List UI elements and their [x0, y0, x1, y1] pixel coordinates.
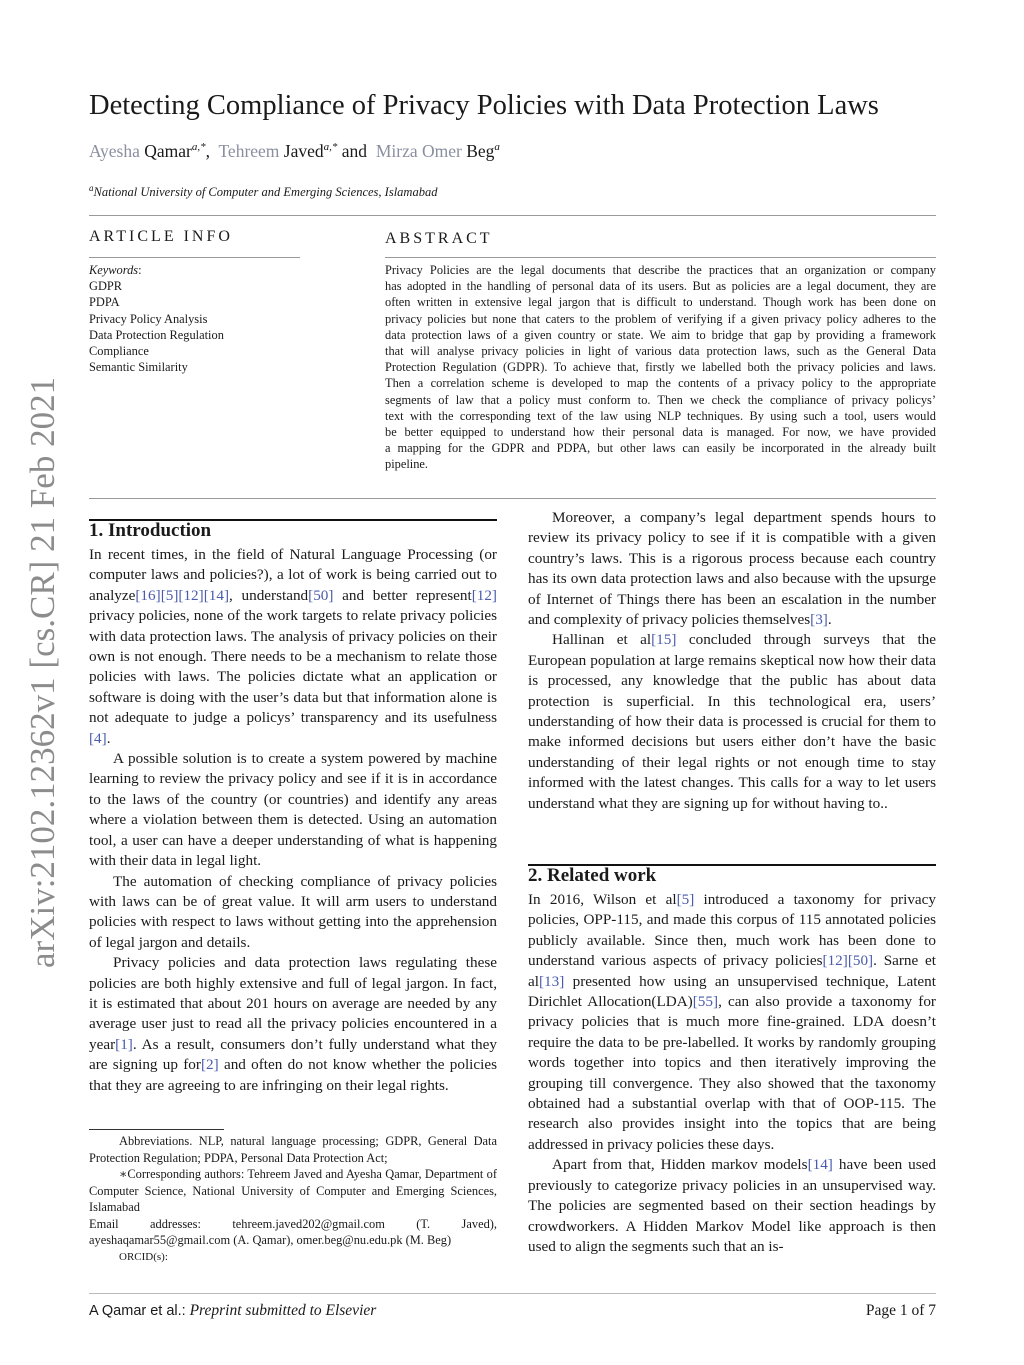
footnote-emails: Email addresses: tehreem.javed202@gmail.com (T. Javed), ayeshaqamar55@gmail.com (A. Qamar), omer.beg@nu.edu.pk (M. Beg) [89, 1216, 497, 1247]
citation-link[interactable]: [16] [135, 586, 161, 604]
article-info-heading: ARTICLE INFO [89, 228, 233, 245]
abstract-line: be better equipped to understand how their personal data is managed. For now, we have provided [385, 425, 936, 440]
introduction-body [89, 545, 497, 1096]
section-2-heading: 2. Related work [528, 865, 657, 886]
footer-venue: Preprint submitted to Elsevier [189, 1302, 377, 1319]
author-separator-2: and [341, 141, 368, 161]
abstract-heading: ABSTRACT [385, 230, 493, 247]
abstract-line: Then a correlation scheme is developed to map the contents of a privacy policy to the appropriate [385, 376, 936, 391]
citation-link[interactable]: [12] [471, 586, 497, 604]
header-divider [89, 215, 936, 216]
footer-rule [89, 1293, 936, 1294]
author-list [89, 141, 500, 162]
author-3-last-name: Beg [466, 141, 495, 161]
section-1-heading: 1. Introduction [89, 520, 212, 541]
article-info-rule [89, 257, 300, 258]
keyword-item: Data Protection Regulation [89, 327, 224, 342]
author-2-affil-mark: a,* [323, 141, 338, 154]
related-paragraph-1: In 2016, Wilson et al[5] introduced a taxonomy for privacy policies, OPP-115, and made this corpus of 115 annotated policies publicly available. Since then, much work has been done to understand various aspects of privacy policies[12][50]. Sarne et al[13] presented how using an unsupervised technique, Latent Dirichlet Allocation(LDA)[55], can also provide a taxonomy for privacy policies that is much more fine-grained. LDA doesn’t require the data to be pre-labelled. It works by randomly grouping words together into topics and then iteratively improving the grouping till convergence. They also showed that the taxonomy obtained had a substantial overlap with that of OOP-115. The research also provides insight into the topics that are being addressed in privacy policies these days. [528, 891, 937, 1153]
abstract-line: Protection Regulation (GDPR). To achieve that, firstly we labelled both the privacy policies and laws. [385, 360, 936, 375]
abstract-line: that will analyse privacy policies in light of various data protection laws, such as the General Data [385, 344, 936, 359]
footer-left [89, 1302, 376, 1320]
citation-link[interactable]: [4] [89, 729, 107, 747]
citation-link[interactable]: [50] [847, 952, 874, 970]
author-separator-1: , [205, 141, 211, 161]
arxiv-stamp: arXiv:2102.12362v1 [cs.CR] 21 Feb 2021 [23, 376, 62, 968]
intro-paragraph-2: A possible solution is to create a system powered by machine learning to review the privacy policy and see if it is in accordance to the laws of the country (or countries) and identify any areas where a violation between them is detected. Using an automation tool, a user can have a deeper understanding of what is happening with their data in legal light. [89, 750, 497, 870]
footnote-orcid: ORCID(s): [119, 1250, 168, 1263]
citation-link[interactable]: [55] [692, 993, 719, 1011]
related-paragraph-2: Apart from that, Hidden markov models[14] have been used previously to categorize privacy policies in an unsupervised way. The policies are segmented based on their section headings by crowdworkers. A Hidden Markov Model like approach is then used to align the segments such that an is- [528, 1156, 936, 1255]
citation-link[interactable]: [5] [676, 891, 695, 908]
citation-link[interactable]: [13] [538, 972, 565, 990]
citation-link[interactable]: [3] [810, 611, 828, 629]
abstract-line: a mapping for the GDPR and PDPA, but other laws can easily be incorporated in the already built [385, 441, 936, 456]
right-column-top [528, 508, 936, 814]
footer-page-number: Page 1 of 7 [865, 1302, 936, 1319]
keywords-label: Keywords [89, 263, 139, 277]
right-paragraph-2: Hallinan et al[15] concluded through surveys that the European population at large remains skeptical now how their data is processed, any knowledge that the public has about data protection is superficial. In this technological era, users’ understanding of how their data is processed is crucial for them to make informed decisions but users either don’t have the basic understanding of their legal rights or not enough time to stay informed with the latest changes. This calls for a way to let users understand what they are signing up for without having to.. [528, 631, 937, 812]
author-3-first-name: Mirza Omer [375, 141, 462, 161]
author-2-last-name: Javed [283, 141, 324, 161]
affiliation [89, 183, 437, 200]
citation-link[interactable]: [1] [115, 1035, 133, 1053]
footnotes [89, 1133, 497, 1265]
keyword-item: Compliance [89, 344, 149, 359]
keyword-item: Privacy Policy Analysis [89, 311, 208, 326]
author-1-first-name: Ayesha [89, 141, 140, 161]
affiliation-mark: a [89, 183, 94, 193]
author-1-affil-mark: a,* [191, 141, 206, 154]
citation-link[interactable]: [12] [178, 586, 204, 604]
footnote-corresponding: ∗Corresponding authors: Tehreem Javed and Ayesha Qamar, Department of Computer Science, National University of Computer and Emerging Sciences, Islamabad [89, 1167, 497, 1214]
abstract-line: privacy policies but none that caters to the problem of verifying if a given privacy policy adheres to the [385, 311, 936, 326]
footnote-abbreviations: Abbreviations. NLP, natural language processing; GDPR, General Data Protection Regulation; PDPA, Personal Data Protection Act; [89, 1134, 497, 1165]
citation-link[interactable]: [50] [308, 586, 334, 604]
abstract-rule [385, 257, 936, 258]
abstract-line: has adopted in the handling of personal data of its users. But as policies are a legal document, they are [385, 279, 936, 294]
related-work-body [528, 890, 936, 1257]
footer-author: A Qamar et al.: [89, 1303, 186, 1319]
abstract-line: data protection laws of a given country or state. We aim to bridge that gap by providing a framework [385, 327, 936, 342]
citation-link[interactable]: [14] [807, 1156, 833, 1174]
citation-link[interactable]: [2] [200, 1056, 219, 1074]
citation-link[interactable]: [14] [203, 586, 230, 604]
intro-paragraph-3: The automation of checking compliance of privacy policies with laws can be of great value. It will arm users to understand policies with respect to laws without getting into the apprehension of legal jargon and details. [89, 872, 497, 951]
abstract-line: Privacy Policies are the legal documents that describe the practices that an organization or company [385, 263, 936, 277]
author-2-first-name: Tehreem [218, 141, 280, 161]
abstract-line: text with the corresponding text of the law using NLP techniques. By using such a tool, users would [385, 408, 936, 423]
author-3-affil-mark: a [494, 141, 500, 154]
abstract-divider [89, 498, 936, 499]
footnote-rule [89, 1129, 224, 1130]
abstract-body [385, 262, 936, 473]
affiliation-text: National University of Computer and Emerging Sciences, Islamabad [93, 185, 438, 200]
keyword-item: PDPA [89, 295, 120, 310]
author-1-last-name: Qamar [144, 141, 192, 161]
intro-paragraph-1: In recent times, in the field of Natural Language Processing (or computer laws and policies?), a lot of work is being carried out to analyze[16][5][12][14], understand[50] and better represent[12] privacy policies, none of the work targets to relate privacy policies with data protection laws. The analysis of privacy policies on their own is not enough. There needs to be a mechanism to relate those policies with laws. The policies dictate what an application or software is doing with the user’s data but that information alone is not adequate to judge a policys’ transparency and its usefulness [4]. [89, 546, 497, 747]
paper-title: Detecting Compliance of Privacy Policies with Data Protection Laws [89, 90, 879, 121]
abstract-line: often written in extensive legal jargon that is difficult to understand. Though work has been done on [385, 295, 936, 310]
keywords-block: Keywords: GDPR PDPA Privacy Policy Analysis Data Protection Regulation Compliance Semantic Similarity [89, 262, 309, 375]
citation-link[interactable]: [15] [651, 631, 677, 649]
keyword-item: GDPR [89, 279, 123, 294]
citation-link[interactable]: [5] [160, 586, 179, 604]
intro-paragraph-4: Privacy policies and data protection laws regulating these policies are both highly extensive and full of legal jargon. In fact, it is estimated that about 201 hours on average are needed by any average user just to read all the privacy policies encountered in a year[1]. As a result, consumers don’t fully understand what they are signing up for[2] and often do not know whether the policies that they are agreeing to are infringing on their legal rights. [89, 954, 497, 1094]
abstract-line: pipeline. [385, 457, 429, 472]
right-paragraph-1: Moreover, a company’s legal department spends hours to review its privacy policy to see if it is compatible with a given country’s laws. This is a rigorous process because each country has its own data protection laws and also because with the upsurge of Internet of Things there has been an escalation in the number and complexity of privacy policies themselves[3]. [528, 509, 936, 629]
abstract-line: segments of law that a policy must conform to. Then we check the compliance of privacy policys’ [385, 392, 936, 407]
keyword-item: Semantic Similarity [89, 360, 188, 375]
citation-link[interactable]: [12] [822, 952, 848, 970]
